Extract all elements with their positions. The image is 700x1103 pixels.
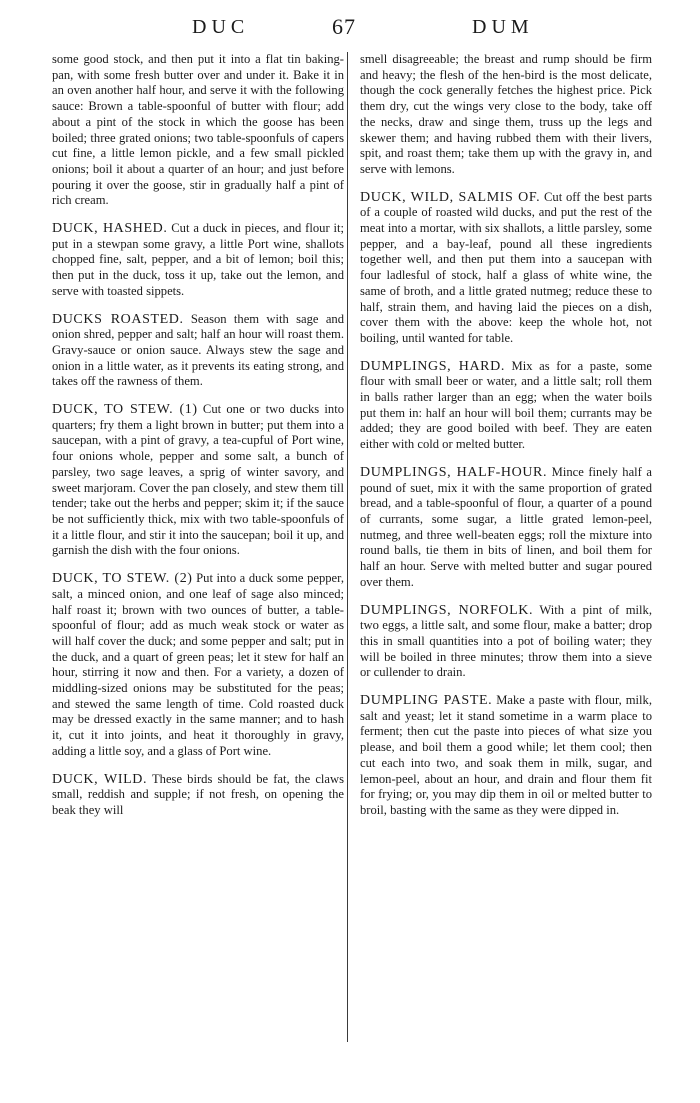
recipe-text: Make a paste with flour, milk, salt and yeast; let it stand sometime in a warm place to ferment; then cut the paste into pieces of what size you please, and boil them a good while; let them cool; then cut each into two, and soak them in milk, sugar, and lemon-peel, about an hour, and drain and flour them fit for frying; or, you may dip them in oil or melted butter to broil, basting with the same as they were dipped in. xyxy=(360,693,653,817)
recipe-text: Cut one or two ducks into quarters; fry them a light brown in butter; put them into a saucepan, with a pint of gravy, a tea-cupful of Port wine, four onions whole, pepper and some salt, a bunch of parsley, two sage leaves, a sprig of winter savory, and sweet marjoram. Cover the pan closely, and stew them till tender; take out the herbs and pepper; skim it; if the sauce be not sufficiently thick, mix with two table-spoonfuls of it a little flour, and stir it into the saucepan; boil it up, and garnish the dish with the four onions. xyxy=(52,402,344,558)
recipe-entry xyxy=(52,402,344,559)
recipe-entry xyxy=(360,359,652,453)
recipe-heading: DUMPLINGS, NORFOLK. xyxy=(360,602,534,618)
continuation-text: some good stock, and then put it into a flat tin baking-pan, with some fresh butter over and under it. Bake it in an oven another half hour, and serve it with the following sauce: Brown a table-spoonful of butter with flour; add about a pint of the stock in which the goose has been boiled; three grated onions; two table-spoonfuls of capers cut fine, a little lemon pickle, and a few small pickled onions; boil it about a quarter of an hour; and just before pouring it over the goose, stir in gradually half a pint of rich cream. xyxy=(52,52,344,208)
left-column xyxy=(52,52,344,831)
recipe-entry xyxy=(52,772,344,819)
recipe-entry xyxy=(360,465,652,591)
recipe-text: Put into a duck some pepper, salt, a minced onion, and one leaf of sage also minced; half roast it; brown with two ounces of butter, a table-spoonful of flour; add as much weak stock or water as will half cover the duck; and some pepper and salt; put in the duck, and a quart of green peas; let it stew for half an hour, stirring it now and then. For a variety, a dozen of middling-sized onions may be substituted for the peas; and stewed the same length of time. Cold roasted duck may be dressed exactly in the same manner; and to hash it, cut it into joints, and heat it thoroughly in gravy, adding a little soy, and a glass of Port wine. xyxy=(52,571,344,758)
recipe-entry xyxy=(52,221,344,300)
running-header xyxy=(52,14,648,44)
recipe-heading: DUCK, WILD. xyxy=(52,771,148,787)
recipe-heading: DUCK, TO STEW. (1) xyxy=(52,402,198,418)
header-right-guide-word: DUM xyxy=(472,16,534,38)
recipe-entry xyxy=(52,312,344,391)
recipe-heading: DUCK, WILD, SALMIS OF. xyxy=(360,189,541,205)
recipe-text: Season them with sage and onion shred, pepper and salt; half an hour will roast them. Gravy-sauce or onion sauce. Always stew the sage and onion in a little water, as it prevents its eating strong, and takes off the rawness of them. xyxy=(52,311,345,389)
column-divider xyxy=(347,52,348,1042)
recipe-heading: DUCK, TO STEW. (2) xyxy=(52,571,193,587)
recipe-heading: DUMPLINGS, HARD. xyxy=(360,358,505,374)
recipe-text: Mix as for a paste, some flour with small beer or water, and a little salt; roll them in balls rather larger than an egg; when the water boils put them in: half an hour will boil them; currants may be added; they are good boiled with beef. They are eaten either with cold or melted butter. xyxy=(360,358,652,452)
recipe-text: These birds should be fat, the claws small, reddish and supple; if not fresh, on opening the beak they will xyxy=(52,771,344,817)
recipe-heading: DUCKS ROASTED. xyxy=(52,311,184,327)
recipe-heading: DUCK, HASHED. xyxy=(52,221,168,237)
recipe-text: Cut a duck in pieces, and flour it; put in a stewpan some gravy, a little Port wine, shallots chopped fine, salt, pepper, and a bit of lemon; boil this; then put in the duck, toss it up, take out the lemon, and serve with toasted sippets. xyxy=(52,221,344,298)
recipe-heading: DUMPLINGS, HALF-HOUR. xyxy=(360,464,548,480)
recipe-entry xyxy=(52,571,344,759)
recipe-entry xyxy=(360,693,652,819)
continuation-text: smell disagreeable; the breast and rump should be firm and heavy; the flesh of the hen-bird is the most delicate, though the cock generally fetches the highest price. Pick them dry, cut the wings very close to the body, take off the necks, draw and singe them, truss up the legs and skewer them; and having rubbed them with their livers, spit, and roast them; take them up with the gravy in, and serve with lemons. xyxy=(360,52,652,176)
recipe-heading: DUMPLING PASTE. xyxy=(360,693,493,709)
right-column xyxy=(360,52,652,831)
recipe-entry xyxy=(360,190,652,347)
header-left-guide-word: DUC xyxy=(192,16,250,38)
recipe-entry xyxy=(360,603,652,682)
recipe-text: Cut off the best parts of a couple of roasted wild ducks, and put the rest of the meat into a mortar, with six shallots, a little parsley, some pepper, and a bay-leaf, pound all these ingredients together well, and then put them into a saucepan with four ladlesful of stock, half a glass of white wine, the same of broth, and a little grated nutmeg; reduce these to half, strain them, and having laid the pieces on a dish, cover them with the above: keep the whole hot, not boiling, until wanted for table. xyxy=(360,189,652,345)
recipe-text: Mince finely half a pound of suet, mix it with the same proportion of grated bread, and a table-spoonful of flour, a quarter of a pound of currants, some sugar, a little grated lemon-peel, nutmeg, and three well-beaten eggs; roll the mixture into round balls, tie them in bits of linen, and boil them for half an hour. Serve with melted butter and sugar poured over them. xyxy=(360,464,653,589)
page-number: 67 xyxy=(332,14,356,39)
recipe-text: With a pint of milk, two eggs, a little salt, and some flour, make a batter; drop this in small quantities into a pot of boiling water; they will be boiled in three minutes; throw them into a sieve or cullender to drain. xyxy=(360,602,652,680)
